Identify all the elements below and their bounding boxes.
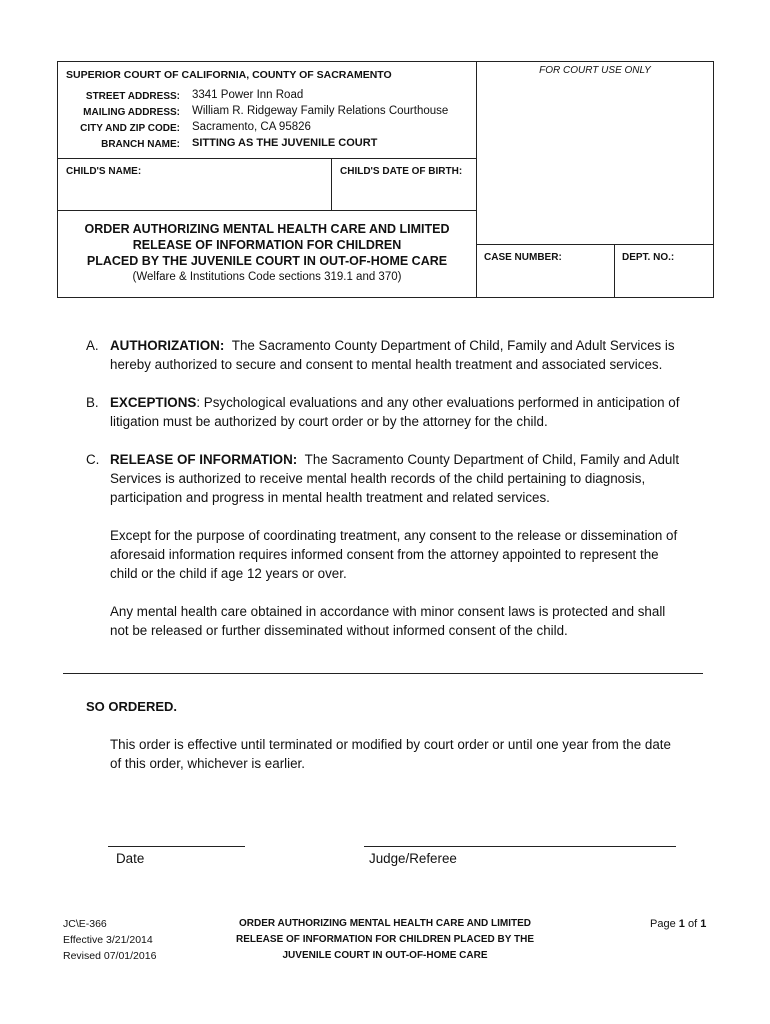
court-use-label: FOR COURT USE ONLY	[539, 65, 651, 76]
footer-title-line-3: JUVENILE COURT IN OUT-OF-HOME CARE	[282, 950, 488, 961]
street-address-value: 3341 Power Inn Road	[192, 89, 304, 101]
case-row-divider	[614, 244, 615, 298]
footer-title-line-2: RELEASE OF INFORMATION FOR CHILDREN PLACED BY THE	[236, 934, 534, 945]
header-box-bottom	[57, 297, 714, 298]
court-name: SUPERIOR COURT OF CALIFORNIA, COUNTY OF SACRAMENTO	[66, 69, 392, 81]
so-ordered: SO ORDERED.	[86, 699, 178, 714]
effective-line-1: This order is effective until terminated or modified by court order or until one year from the date	[110, 737, 671, 752]
child-row-top	[57, 158, 477, 159]
branch-name-value: SITTING AS THE JUVENILE COURT	[192, 137, 378, 149]
section-c-line-1	[110, 450, 679, 469]
section-c-line-2: Services is authorized to receive mental health records of the child pertaining to diagnosis,	[110, 471, 646, 486]
child-row-divider	[331, 158, 332, 211]
mailing-address-value: William R. Ridgeway Family Relations Courthouse	[192, 105, 449, 117]
form-title-line-1: ORDER AUTHORIZING MENTAL HEALTH CARE AND LIMITED	[84, 222, 450, 236]
section-a-line-2: hereby authorized to secure and consent to mental health treatment and associated services.	[110, 357, 663, 372]
form-title-line-3: PLACED BY THE JUVENILE COURT IN OUT-OF-HOME CARE	[86, 254, 448, 268]
minor-consent-line-2: not be released or further disseminated without informed consent of the child.	[110, 623, 568, 638]
section-c-line-3: participation and progress in mental health treatment and related services.	[110, 490, 550, 505]
section-c-label: RELEASE OF INFORMATION:	[110, 452, 298, 467]
judge-referee-label: Judge/Referee	[369, 851, 457, 866]
section-b-line-1	[110, 393, 679, 412]
page-current: 1	[678, 918, 685, 930]
street-address-label: STREET ADDRESS:	[85, 91, 180, 102]
date-label: Date	[116, 851, 145, 866]
mailing-address-label: MAILING ADDRESS:	[83, 107, 180, 118]
section-b-line-2: litigation must be authorized by court order or by the attorney for the child.	[110, 414, 548, 429]
footer-title-line-1: ORDER AUTHORIZING MENTAL HEALTH CARE AND LIMITED	[238, 918, 532, 929]
section-a-marker: A.	[86, 338, 99, 353]
city-zip-value: Sacramento, CA 95826	[192, 121, 311, 133]
branch-name-label: BRANCH NAME:	[101, 139, 180, 150]
section-a-line-1	[110, 336, 675, 355]
effective-date: Effective 3/21/2014	[63, 934, 153, 946]
child-dob-label: CHILD'S DATE OF BIRTH:	[340, 166, 463, 177]
page-prefix: Page	[650, 918, 676, 930]
header-box-right	[713, 61, 714, 298]
except-line-3: child or the child if age 12 years or over.	[110, 566, 347, 581]
effective-line-2: of this order, whichever is earlier.	[110, 756, 305, 771]
revised-date: Revised 07/01/2016	[63, 950, 157, 962]
city-zip-label: CITY AND ZIP CODE:	[80, 123, 180, 134]
judge-signature-line[interactable]	[364, 846, 676, 847]
minor-consent-line-1: Any mental health care obtained in accordance with minor consent laws is protected and shall	[110, 604, 666, 619]
section-c-marker: C.	[86, 452, 100, 467]
dept-number-label: DEPT. NO.:	[622, 252, 675, 263]
child-name-label: CHILD'S NAME:	[66, 166, 142, 177]
except-line-2: aforesaid information requires informed consent from the attorney appointed to represent the	[110, 547, 659, 562]
section-a-text-1: The Sacramento County Department of Child, Family and Adult Services is	[231, 338, 675, 353]
section-b-text-1: : Psychological evaluations and any other evaluations performed in anticipation of	[196, 395, 680, 410]
section-divider	[63, 673, 703, 674]
case-row-top	[476, 244, 714, 245]
form-number: JC\E-366	[63, 918, 107, 930]
header-box-divider	[476, 61, 477, 298]
section-b-marker: B.	[86, 395, 99, 410]
except-line-1: Except for the purpose of coordinating treatment, any consent to the release or dissemination of	[110, 528, 678, 543]
section-b-label: EXCEPTIONS	[110, 395, 197, 410]
page-total: 1	[700, 918, 707, 930]
section-a-label: AUTHORIZATION:	[110, 338, 225, 353]
child-row-bottom	[57, 210, 477, 211]
form-title-line-2: RELEASE OF INFORMATION FOR CHILDREN	[132, 238, 402, 252]
page-indicator	[650, 916, 706, 932]
form-subtitle: (Welfare & Institutions Code sections 319.1 and 370)	[132, 271, 402, 283]
section-c-text-1: The Sacramento County Department of Child, Family and Adult	[304, 452, 680, 467]
date-signature-line[interactable]	[108, 846, 245, 847]
page-of: of	[687, 918, 698, 930]
case-number-label: CASE NUMBER:	[484, 252, 562, 263]
header-box-top	[57, 61, 714, 62]
